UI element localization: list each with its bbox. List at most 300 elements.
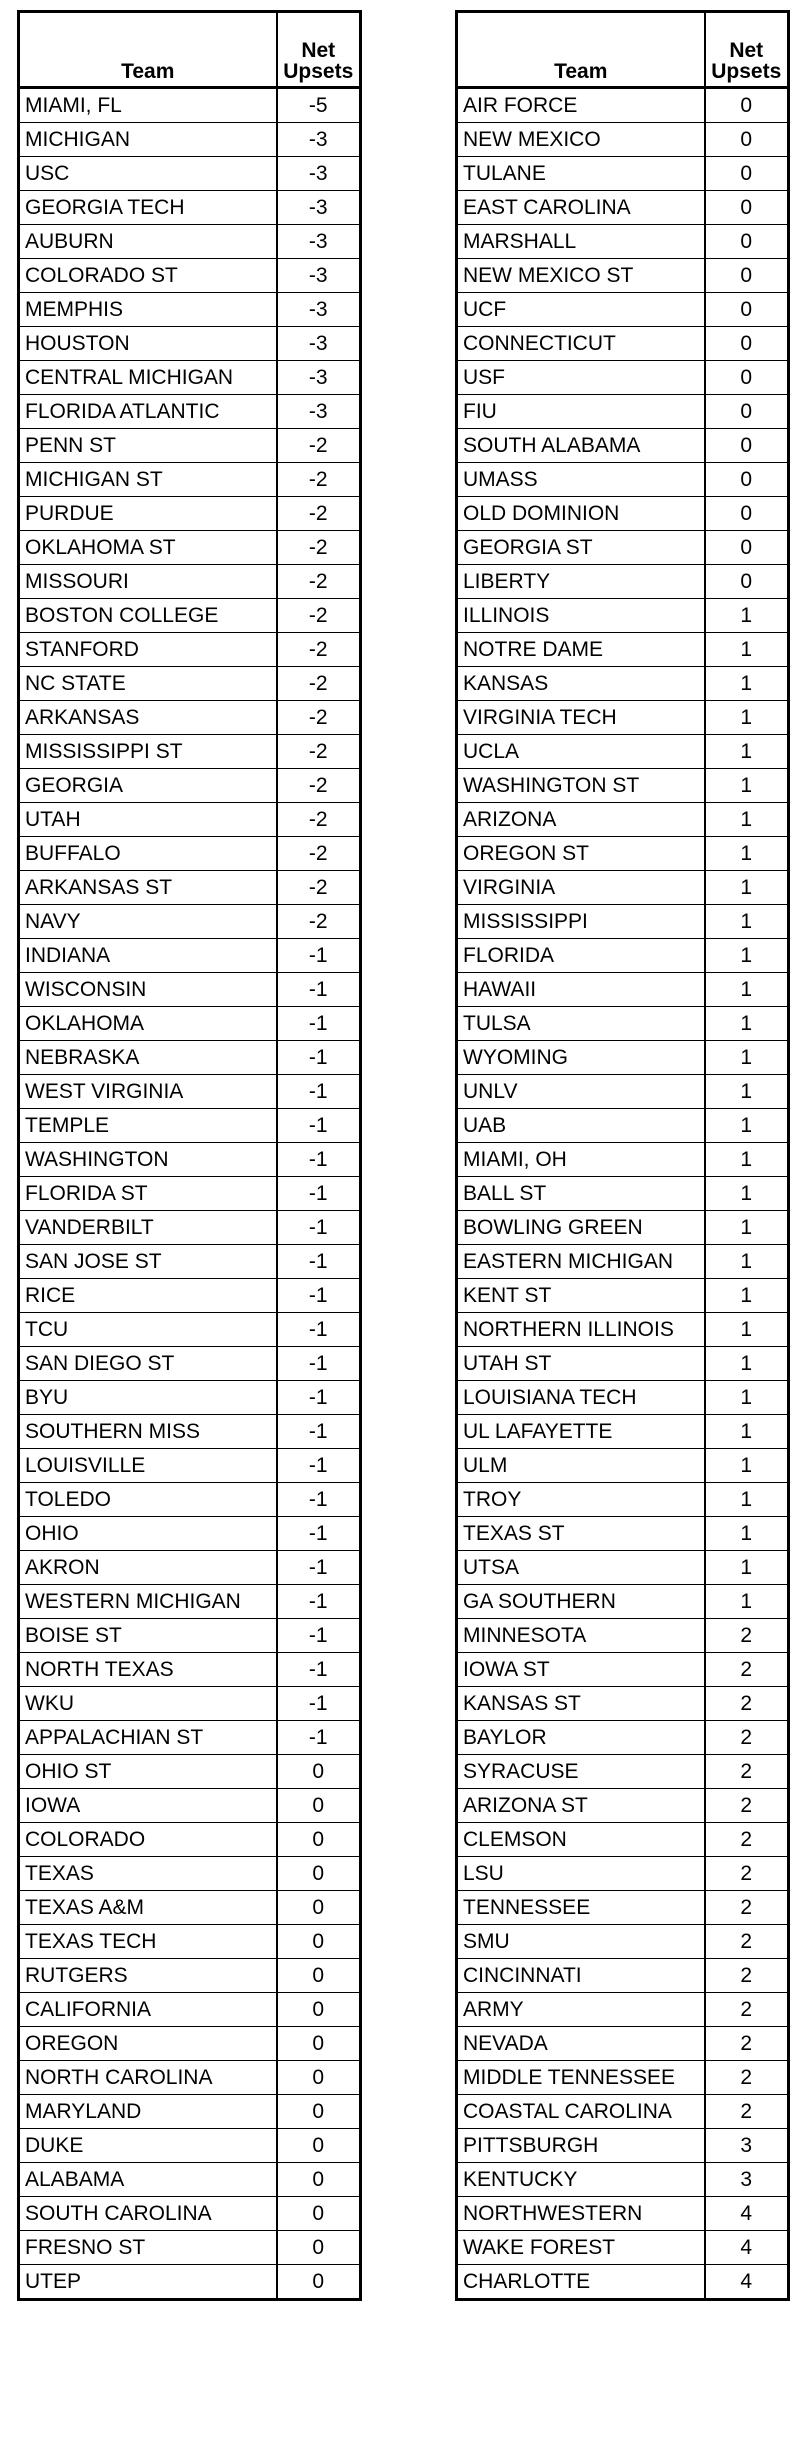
team-name-cell: FLORIDA ST (19, 1177, 277, 1211)
net-upsets-cell: 1 (705, 1483, 789, 1517)
team-name-cell: SAN JOSE ST (19, 1245, 277, 1279)
net-upsets-cell: 1 (705, 1075, 789, 1109)
net-upsets-cell: 0 (705, 463, 789, 497)
net-upsets-cell: 0 (705, 259, 789, 293)
net-upsets-cell: 0 (705, 497, 789, 531)
table-row (19, 463, 361, 497)
team-name-cell: UTAH (19, 803, 277, 837)
table-row (19, 1721, 361, 1755)
net-upsets-cell: -1 (277, 1313, 361, 1347)
table-row (19, 1483, 361, 1517)
table-row (19, 1517, 361, 1551)
net-upsets-header-line1: Net (301, 39, 336, 62)
team-name-cell: ARKANSAS ST (19, 871, 277, 905)
team-name-cell: UAB (457, 1109, 705, 1143)
team-name-cell: TEXAS TECH (19, 1925, 277, 1959)
net-upsets-cell: -1 (277, 1279, 361, 1313)
net-upsets-cell: 0 (277, 1993, 361, 2027)
table-row (19, 599, 361, 633)
team-name-cell: UTSA (457, 1551, 705, 1585)
net-upsets-cell: -5 (277, 88, 361, 123)
table-row (19, 1279, 361, 1313)
team-name-cell: RICE (19, 1279, 277, 1313)
team-name-cell: UCLA (457, 735, 705, 769)
net-upsets-cell: -1 (277, 1619, 361, 1653)
team-name-cell: NEW MEXICO (457, 123, 705, 157)
net-upsets-cell: -2 (277, 497, 361, 531)
team-name-cell: WAKE FOREST (457, 2231, 705, 2265)
net-upsets-header-line2: Upsets (283, 60, 354, 83)
team-name-cell: MICHIGAN ST (19, 463, 277, 497)
table-row (457, 1789, 789, 1823)
net-upsets-cell: 2 (705, 1619, 789, 1653)
table-row (457, 2265, 789, 2300)
table-row (19, 735, 361, 769)
net-upsets-cell: 0 (705, 191, 789, 225)
team-name-cell: SAN DIEGO ST (19, 1347, 277, 1381)
table-row (19, 2095, 361, 2129)
team-name-cell: TEMPLE (19, 1109, 277, 1143)
net-upsets-table-left (17, 10, 362, 2301)
team-name-cell: PITTSBURGH (457, 2129, 705, 2163)
net-upsets-cell: 1 (705, 1143, 789, 1177)
net-upsets-cell: 1 (705, 1449, 789, 1483)
table-row (19, 225, 361, 259)
net-upsets-cell: -2 (277, 803, 361, 837)
net-upsets-cell: -3 (277, 123, 361, 157)
net-upsets-cell: -3 (277, 395, 361, 429)
table-row (457, 1993, 789, 2027)
team-name-cell: OLD DOMINION (457, 497, 705, 531)
table-row (19, 1925, 361, 1959)
net-upsets-cell: -1 (277, 1721, 361, 1755)
team-name-cell: NEVADA (457, 2027, 705, 2061)
table-row (457, 1551, 789, 1585)
table-row (457, 1415, 789, 1449)
team-column-header: Team (457, 12, 705, 88)
net-upsets-cell: 3 (705, 2163, 789, 2197)
net-upsets-cell: 2 (705, 1789, 789, 1823)
table-row (19, 157, 361, 191)
team-name-cell: UNLV (457, 1075, 705, 1109)
table-row (19, 1857, 361, 1891)
table-row (19, 1823, 361, 1857)
team-name-cell: TEXAS ST (457, 1517, 705, 1551)
team-name-cell: LIBERTY (457, 565, 705, 599)
team-name-cell: SMU (457, 1925, 705, 1959)
team-name-cell: COLORADO (19, 1823, 277, 1857)
table-row (19, 1313, 361, 1347)
table-row (457, 293, 789, 327)
net-upsets-cell: 0 (277, 2061, 361, 2095)
team-name-cell: CENTRAL MICHIGAN (19, 361, 277, 395)
net-upsets-cell: -1 (277, 1177, 361, 1211)
team-name-cell: ALABAMA (19, 2163, 277, 2197)
net-upsets-cell: 0 (705, 327, 789, 361)
table-row (19, 531, 361, 565)
table-row (19, 905, 361, 939)
team-name-cell: DUKE (19, 2129, 277, 2163)
table-row (19, 497, 361, 531)
team-name-cell: NAVY (19, 905, 277, 939)
net-upsets-cell: 1 (705, 769, 789, 803)
net-upsets-cell: 0 (705, 225, 789, 259)
team-name-cell: WASHINGTON (19, 1143, 277, 1177)
table-row (457, 1075, 789, 1109)
net-upsets-cell: -2 (277, 599, 361, 633)
team-name-cell: UTAH ST (457, 1347, 705, 1381)
team-name-cell: IOWA ST (457, 1653, 705, 1687)
table-row (457, 361, 789, 395)
team-name-cell: TULSA (457, 1007, 705, 1041)
table-row (19, 1415, 361, 1449)
net-upsets-cell: -2 (277, 531, 361, 565)
table-row (457, 565, 789, 599)
table-row (19, 361, 361, 395)
table-row (19, 1619, 361, 1653)
team-name-cell: AUBURN (19, 225, 277, 259)
table-row (19, 1755, 361, 1789)
team-name-cell: OREGON ST (457, 837, 705, 871)
net-upsets-cell: 2 (705, 1687, 789, 1721)
net-upsets-cell: 2 (705, 1857, 789, 1891)
team-name-cell: AIR FORCE (457, 88, 705, 123)
team-name-cell: ARIZONA ST (457, 1789, 705, 1823)
team-name-cell: MICHIGAN (19, 123, 277, 157)
team-name-cell: OKLAHOMA (19, 1007, 277, 1041)
table-row (457, 701, 789, 735)
net-upsets-cell: 1 (705, 1007, 789, 1041)
table-row (19, 293, 361, 327)
net-upsets-cell: 0 (277, 2265, 361, 2300)
net-upsets-cell: 1 (705, 667, 789, 701)
team-name-cell: FIU (457, 395, 705, 429)
table-row (19, 123, 361, 157)
net-upsets-cell: -1 (277, 1483, 361, 1517)
team-name-cell: MIAMI, OH (457, 1143, 705, 1177)
table-row (19, 667, 361, 701)
team-name-cell: VANDERBILT (19, 1211, 277, 1245)
net-upsets-cell: -3 (277, 293, 361, 327)
team-name-cell: TOLEDO (19, 1483, 277, 1517)
team-name-cell: NOTRE DAME (457, 633, 705, 667)
team-name-cell: UL LAFAYETTE (457, 1415, 705, 1449)
net-upsets-cell: 0 (277, 2095, 361, 2129)
table-row (457, 259, 789, 293)
team-name-cell: TCU (19, 1313, 277, 1347)
team-name-cell: NORTHWESTERN (457, 2197, 705, 2231)
net-upsets-cell: 1 (705, 1517, 789, 1551)
table-row (457, 1585, 789, 1619)
net-upsets-cell: 4 (705, 2231, 789, 2265)
table-row (19, 871, 361, 905)
team-name-cell: ILLINOIS (457, 599, 705, 633)
team-name-cell: ARKANSAS (19, 701, 277, 735)
net-upsets-cell: 1 (705, 599, 789, 633)
net-upsets-cell: 0 (277, 1755, 361, 1789)
table-row (19, 2061, 361, 2095)
table-row (19, 1653, 361, 1687)
team-name-cell: STANFORD (19, 633, 277, 667)
team-name-cell: WYOMING (457, 1041, 705, 1075)
net-upsets-cell: 1 (705, 1551, 789, 1585)
team-name-cell: INDIANA (19, 939, 277, 973)
net-upsets-cell: -1 (277, 1551, 361, 1585)
table-row (19, 1041, 361, 1075)
team-name-cell: OREGON (19, 2027, 277, 2061)
net-upsets-cell: 1 (705, 701, 789, 735)
team-name-cell: TEXAS (19, 1857, 277, 1891)
table-row (457, 1891, 789, 1925)
net-upsets-cell: 0 (705, 531, 789, 565)
table-row (457, 88, 789, 123)
table-row (457, 1823, 789, 1857)
net-upsets-cell: 1 (705, 1347, 789, 1381)
table-row (457, 463, 789, 497)
net-upsets-cell: -2 (277, 463, 361, 497)
net-upsets-cell: 0 (277, 1823, 361, 1857)
team-name-cell: MISSISSIPPI ST (19, 735, 277, 769)
net-upsets-cell: 0 (705, 429, 789, 463)
table-row (19, 2027, 361, 2061)
net-upsets-cell: -3 (277, 327, 361, 361)
team-name-cell: TEXAS A&M (19, 1891, 277, 1925)
net-upsets-cell: 0 (705, 88, 789, 123)
team-name-cell: GA SOUTHERN (457, 1585, 705, 1619)
team-name-cell: UMASS (457, 463, 705, 497)
team-name-cell: USC (19, 157, 277, 191)
table-row (457, 2231, 789, 2265)
table-row (457, 225, 789, 259)
team-name-cell: NEW MEXICO ST (457, 259, 705, 293)
team-name-cell: HOUSTON (19, 327, 277, 361)
team-name-cell: FRESNO ST (19, 2231, 277, 2265)
net-upsets-cell: 2 (705, 1993, 789, 2027)
team-name-cell: HAWAII (457, 973, 705, 1007)
table-row (19, 1381, 361, 1415)
net-upsets-cell: 1 (705, 905, 789, 939)
table-row (457, 973, 789, 1007)
net-upsets-cell: 0 (277, 1789, 361, 1823)
net-upsets-header-line2: Upsets (711, 60, 782, 83)
table-row (19, 769, 361, 803)
table-row (19, 1449, 361, 1483)
table-row (19, 88, 361, 123)
net-upsets-header-line1: Net (729, 39, 764, 62)
table-row (457, 2027, 789, 2061)
table-row (19, 1551, 361, 1585)
team-name-cell: FLORIDA ATLANTIC (19, 395, 277, 429)
net-upsets-cell: 4 (705, 2265, 789, 2300)
team-name-cell: BYU (19, 1381, 277, 1415)
team-name-cell: COLORADO ST (19, 259, 277, 293)
net-upsets-cell: 1 (705, 1109, 789, 1143)
net-upsets-cell: -1 (277, 1075, 361, 1109)
net-upsets-cell: -1 (277, 1517, 361, 1551)
net-upsets-cell: -1 (277, 1381, 361, 1415)
table-row (457, 1007, 789, 1041)
table-row (457, 1959, 789, 1993)
net-upsets-cell: -2 (277, 769, 361, 803)
net-upsets-cell: 1 (705, 1415, 789, 1449)
team-name-cell: GEORGIA ST (457, 531, 705, 565)
net-upsets-cell: -2 (277, 667, 361, 701)
net-upsets-cell: -2 (277, 429, 361, 463)
team-name-cell: MISSOURI (19, 565, 277, 599)
table-row (457, 1279, 789, 1313)
team-name-cell: NORTH CAROLINA (19, 2061, 277, 2095)
team-name-cell: PURDUE (19, 497, 277, 531)
net-upsets-cell: 2 (705, 1755, 789, 1789)
team-name-cell: UTEP (25, 2270, 82, 2293)
net-upsets-cell: 0 (705, 395, 789, 429)
team-name-cell: BUFFALO (19, 837, 277, 871)
header-row (19, 12, 361, 88)
table-row (19, 1687, 361, 1721)
team-name-cell: CHARLOTTE (463, 2270, 591, 2293)
team-name-cell: OKLAHOMA ST (19, 531, 277, 565)
table-row (19, 2231, 361, 2265)
table-row (457, 2095, 789, 2129)
net-upsets-cell: 1 (705, 1211, 789, 1245)
table-row (19, 1211, 361, 1245)
team-name-cell: OHIO ST (19, 1755, 277, 1789)
team-name-cell: VIRGINIA TECH (457, 701, 705, 735)
table-row (19, 837, 361, 871)
table-row (457, 1721, 789, 1755)
net-upsets-cell: -1 (277, 973, 361, 1007)
net-upsets-cell: -1 (277, 1245, 361, 1279)
table-row (457, 667, 789, 701)
net-upsets-cell: 1 (705, 1279, 789, 1313)
table-row (19, 191, 361, 225)
net-upsets-cell: 2 (705, 2095, 789, 2129)
net-upsets-cell: 2 (705, 1959, 789, 1993)
table-row (457, 1143, 789, 1177)
table-row (457, 2163, 789, 2197)
table-row (19, 1585, 361, 1619)
team-name-cell: MISSISSIPPI (457, 905, 705, 939)
net-upsets-cell: -3 (277, 225, 361, 259)
net-upsets-cell: -3 (277, 361, 361, 395)
net-upsets-cell: -3 (277, 259, 361, 293)
table-row (19, 1143, 361, 1177)
net-upsets-cell: -1 (277, 939, 361, 973)
net-upsets-cell: 1 (705, 633, 789, 667)
table-row (457, 1687, 789, 1721)
team-name-cell: GEORGIA TECH (19, 191, 277, 225)
table-row (19, 1245, 361, 1279)
net-upsets-column-header (277, 12, 361, 88)
net-upsets-cell: 0 (277, 2197, 361, 2231)
team-name-cell: ARIZONA (457, 803, 705, 837)
team-name-cell: CLEMSON (457, 1823, 705, 1857)
net-upsets-cell: -1 (277, 1687, 361, 1721)
table-row (19, 565, 361, 599)
table-row (457, 1245, 789, 1279)
table-row (457, 1449, 789, 1483)
net-upsets-cell: -3 (277, 191, 361, 225)
team-name-cell: TROY (457, 1483, 705, 1517)
table-row (457, 1381, 789, 1415)
table-row (19, 1109, 361, 1143)
table-row (457, 2197, 789, 2231)
table-row (19, 1891, 361, 1925)
table-row (457, 1925, 789, 1959)
team-name-cell: NORTH TEXAS (19, 1653, 277, 1687)
net-upsets-cell: -1 (277, 1211, 361, 1245)
net-upsets-cell: 0 (705, 361, 789, 395)
team-name-cell: CALIFORNIA (19, 1993, 277, 2027)
net-upsets-cell: 0 (277, 1857, 361, 1891)
net-upsets-cell: 0 (705, 123, 789, 157)
team-name-cell: SOUTH CAROLINA (19, 2197, 277, 2231)
net-upsets-cell: -2 (277, 633, 361, 667)
team-name-cell: RUTGERS (19, 1959, 277, 1993)
net-upsets-cell: 1 (705, 939, 789, 973)
team-name-cell: BAYLOR (457, 1721, 705, 1755)
table-row (19, 973, 361, 1007)
net-upsets-cell: -1 (277, 1653, 361, 1687)
table-row (19, 395, 361, 429)
team-name-cell: KENT ST (457, 1279, 705, 1313)
net-upsets-cell: 2 (705, 1823, 789, 1857)
table-row (457, 1483, 789, 1517)
team-name-cell: BOWLING GREEN (457, 1211, 705, 1245)
team-name-cell: ULM (457, 1449, 705, 1483)
table-row (19, 259, 361, 293)
table-row (19, 1959, 361, 1993)
team-name-cell: TULANE (457, 157, 705, 191)
table-row (457, 497, 789, 531)
table-row (457, 1347, 789, 1381)
net-upsets-cell: 0 (705, 157, 789, 191)
table-row (457, 735, 789, 769)
table-row (457, 1653, 789, 1687)
net-upsets-cell: -2 (277, 735, 361, 769)
net-upsets-cell: 1 (705, 837, 789, 871)
table-row (457, 803, 789, 837)
team-name-cell: KENTUCKY (457, 2163, 705, 2197)
table-row (19, 1177, 361, 1211)
table-row (457, 1041, 789, 1075)
table-row (19, 327, 361, 361)
net-upsets-cell: 2 (705, 1721, 789, 1755)
net-upsets-cell: 0 (277, 2163, 361, 2197)
table-row (19, 803, 361, 837)
table-row (457, 837, 789, 871)
table-row (19, 633, 361, 667)
table-row (19, 1993, 361, 2027)
team-name-cell: NEBRASKA (19, 1041, 277, 1075)
net-upsets-cell: 1 (705, 1245, 789, 1279)
table-row (19, 2163, 361, 2197)
table-row (457, 157, 789, 191)
net-upsets-cell: 1 (705, 1313, 789, 1347)
table-row (457, 1517, 789, 1551)
team-name-cell: LOUISVILLE (19, 1449, 277, 1483)
header-row (457, 12, 789, 88)
team-name-cell: WKU (19, 1687, 277, 1721)
table-row (19, 701, 361, 735)
team-name-cell: NC STATE (19, 667, 277, 701)
team-name-cell: MIDDLE TENNESSEE (457, 2061, 705, 2095)
table-row (457, 1857, 789, 1891)
table-row (457, 1109, 789, 1143)
net-upsets-cell: 0 (277, 1925, 361, 1959)
table-row (457, 2061, 789, 2095)
team-name-cell: MARSHALL (457, 225, 705, 259)
